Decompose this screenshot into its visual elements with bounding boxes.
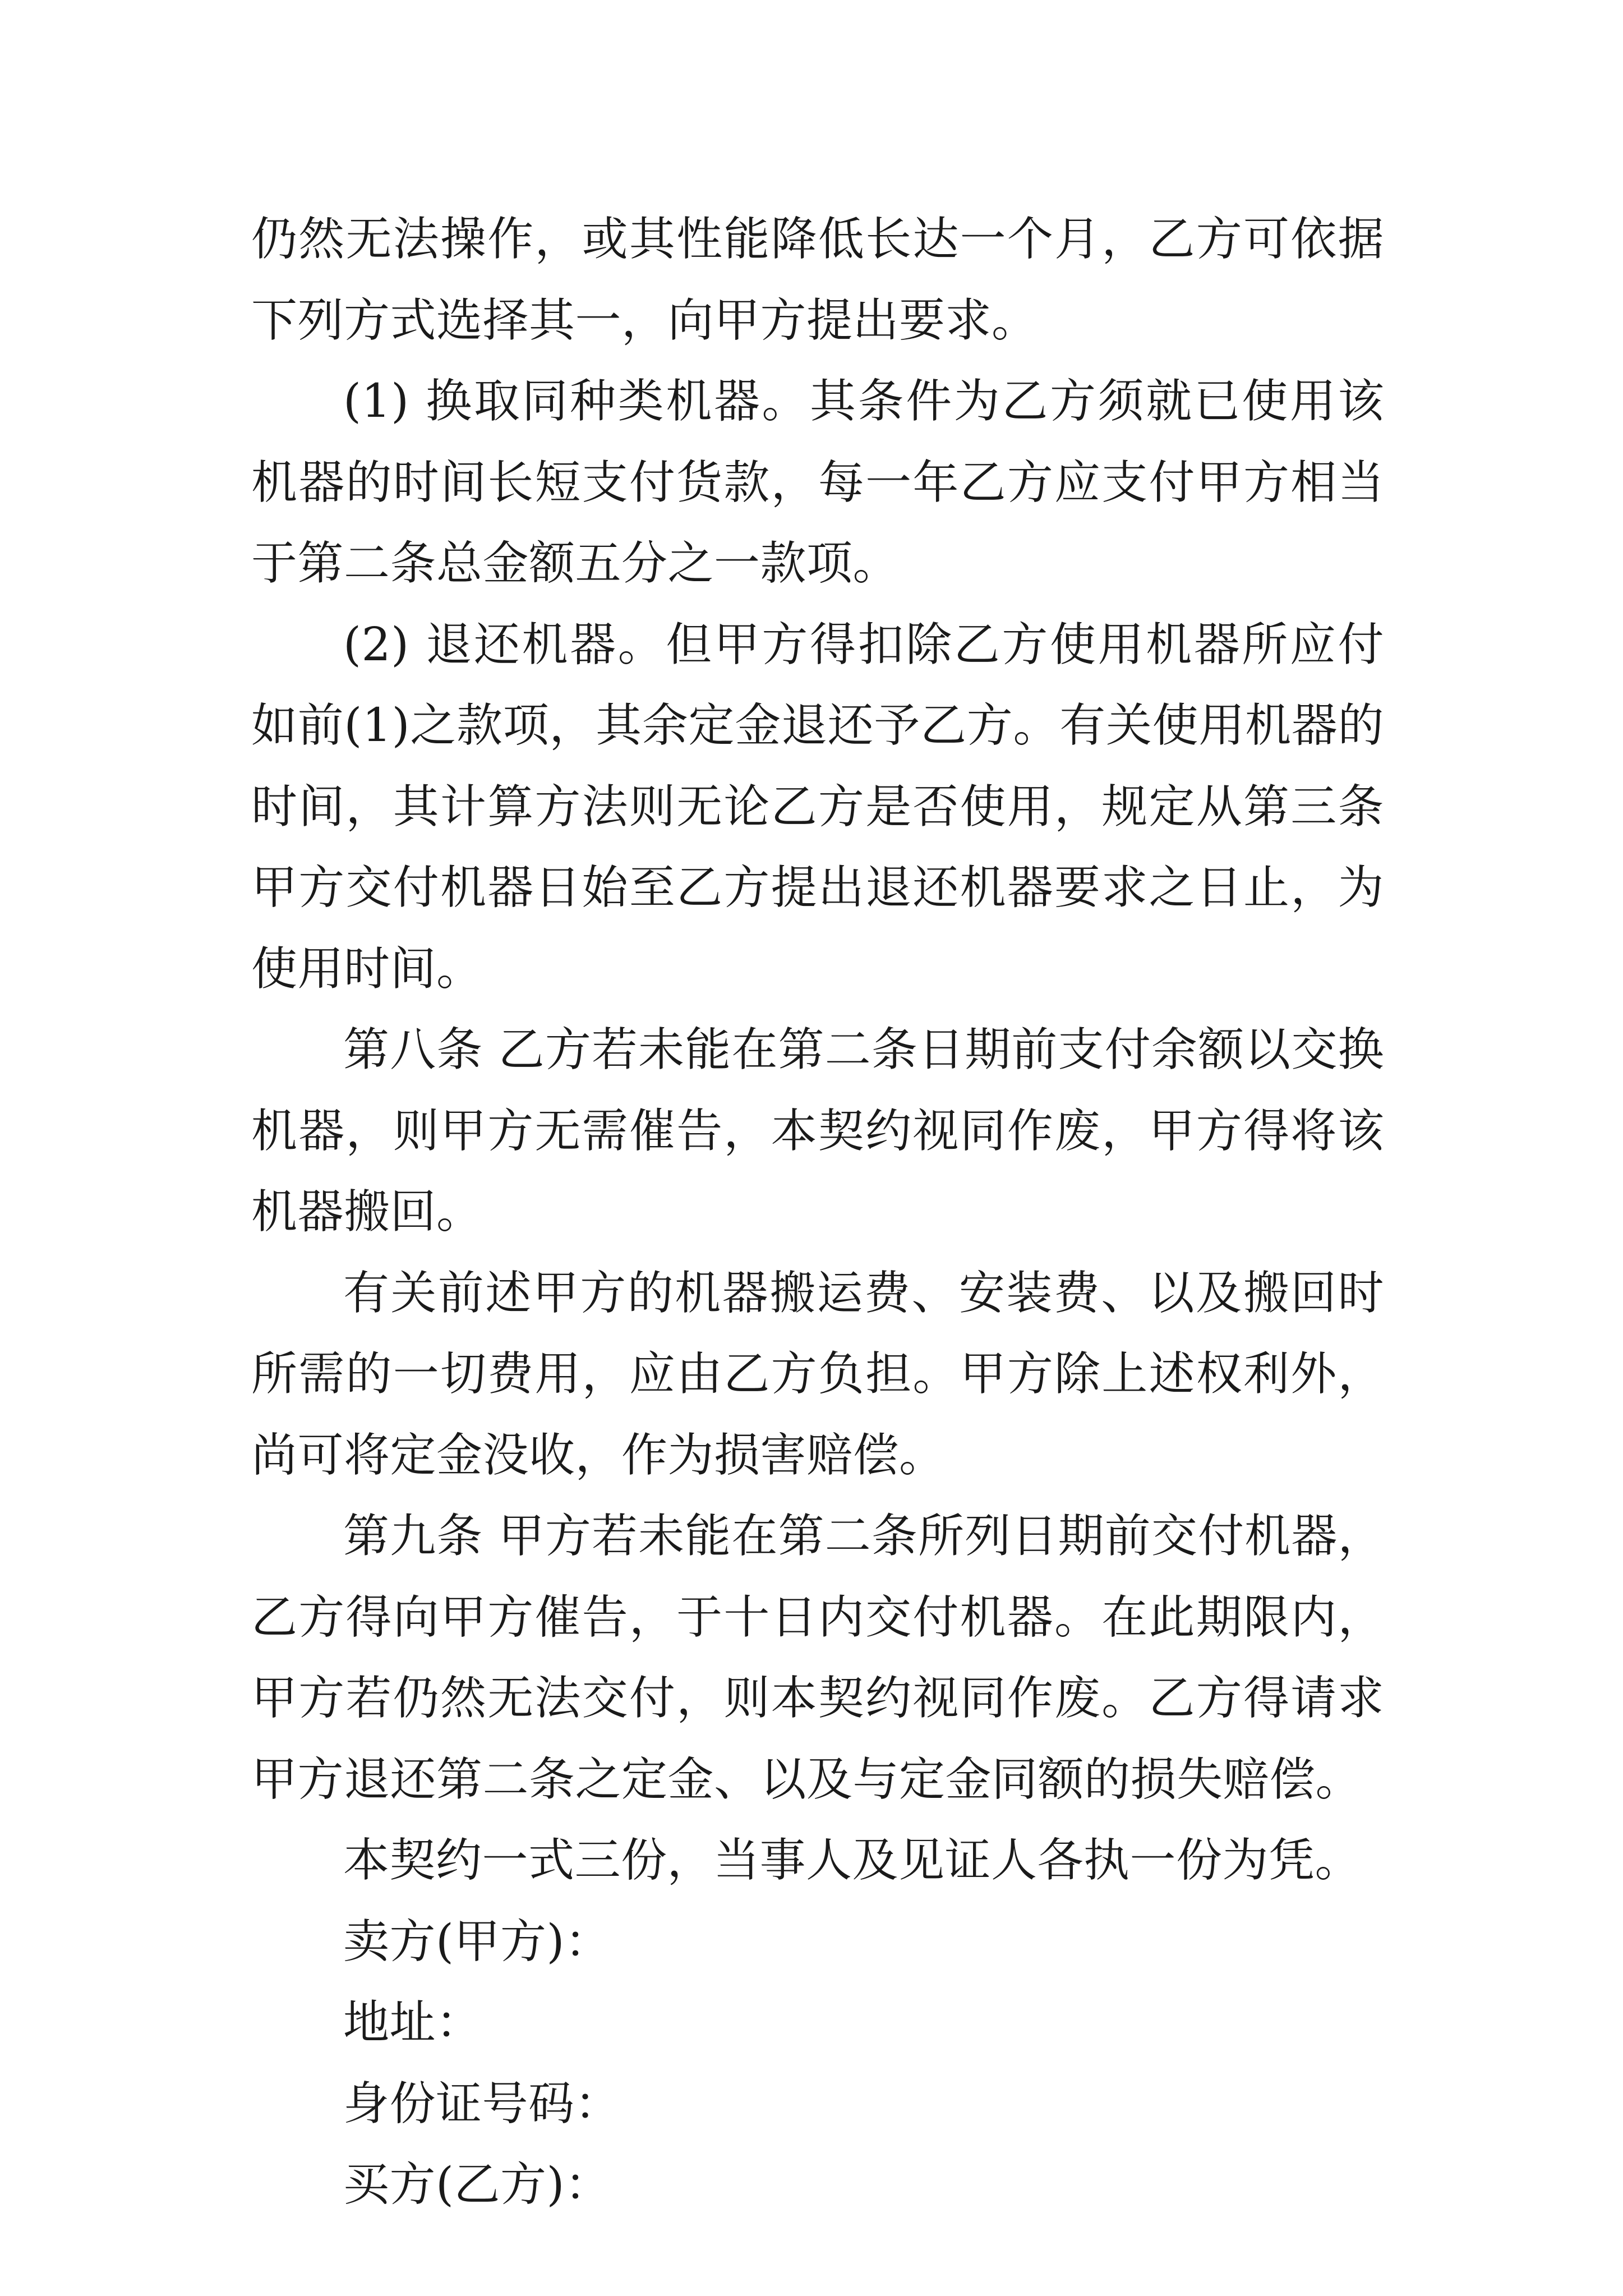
paragraph-option-2: (2) 退还机器。但甲方得扣除乙方使用机器所应付如前(1)之款项，其余定金退还予乙方。有关使用机器的时间，其计算方法则无论乙方是否使用，规定从第三条甲方交付机器日始至乙方提出退还机器要求之日止，为使用时间。 [251,618,1384,996]
address-field-label: 地址： [343,1996,482,2049]
paragraph-copies: 本契约一式三份，当事人及见证人各执一份为凭。 [343,1834,1362,1887]
paragraph-article-8-costs: 有关前述甲方的机器搬运费、安装费、以及搬回时所需的一切费用，应由乙方负担。甲方除上述权利外，尚可将定金没收，作为损害赔偿。 [251,1266,1384,1482]
seller-field-label: 卖方(甲方)： [343,1915,611,1968]
paragraph-continuation: 仍然无法操作，或其性能降低长达一个月，乙方可依据下列方式选择其一，向甲方提出要求。 [251,213,1384,347]
paragraph-option-1: (1) 换取同种类机器。其条件为乙方须就已使用该机器的时间长短支付货款，每一年乙方应支付甲方相当于第二条总金额五分之一款项。 [251,375,1384,590]
paragraph-article-9: 第九条 甲方若未能在第二条所列日期前交付机器，乙方得向甲方催告，于十日内交付机器。在此期限内，甲方若仍然无法交付，则本契约视同作废。乙方得请求甲方退还第二条之定金、以及与定金同额的损失赔偿。 [251,1510,1384,1806]
document-body [251,199,1384,2226]
paragraph-article-8: 第八条 乙方若未能在第二条日期前支付余额以交换机器，则甲方无需催告，本契约视同作废，甲方得将该机器搬回。 [251,1023,1384,1239]
buyer-field-label: 买方(乙方)： [343,2158,611,2211]
id-number-field-label: 身份证号码： [343,2077,621,2131]
